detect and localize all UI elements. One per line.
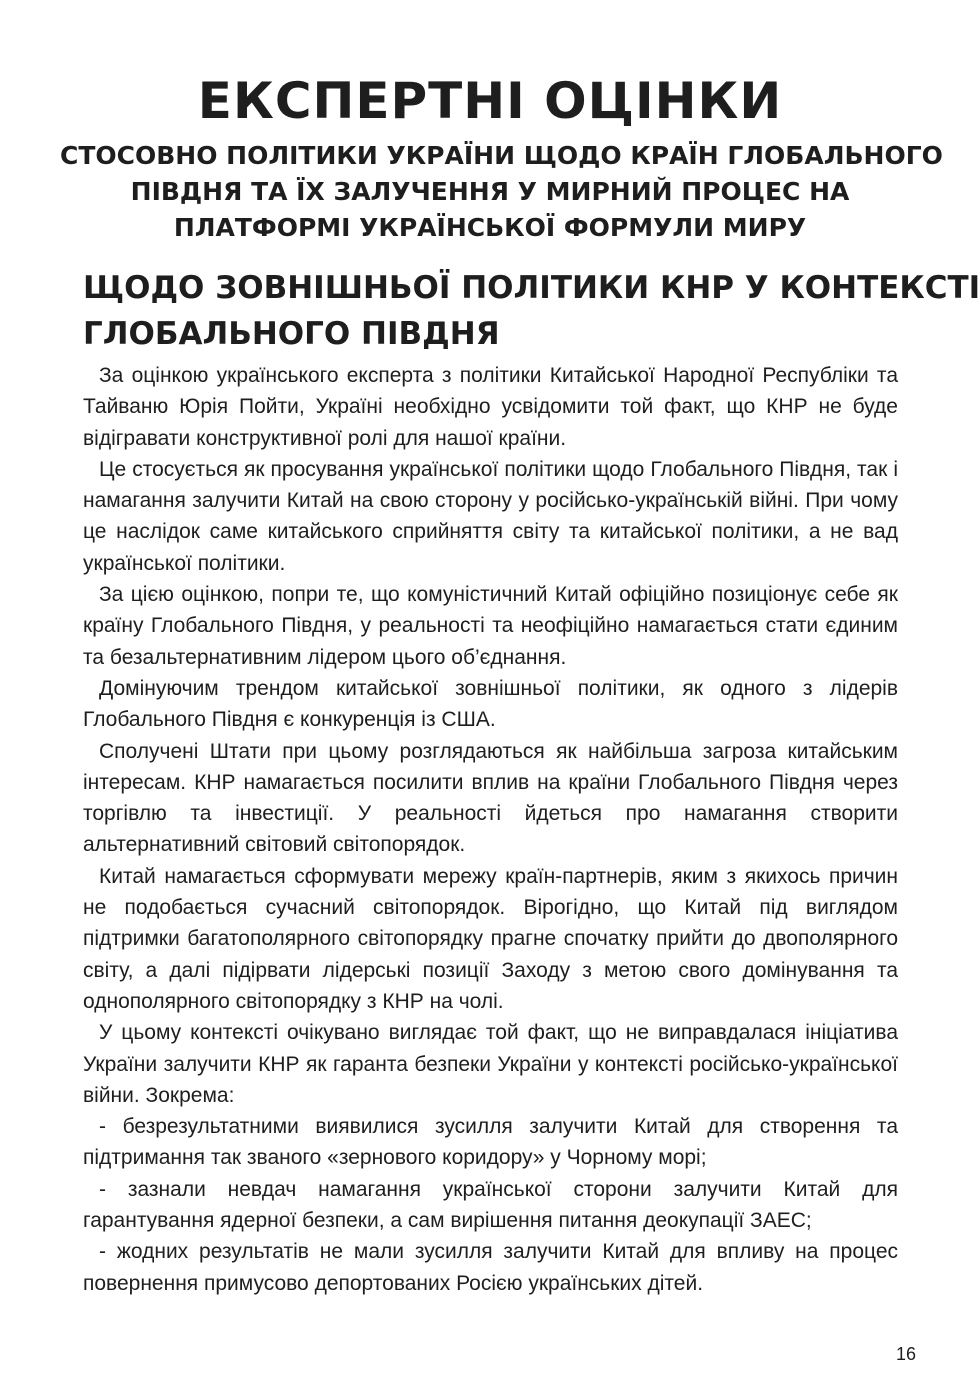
paragraph: Це стосується як просування української політики щодо Глобального Півдня, так і намагання залучити Китай на свою сторону у російсько-українській війні. При чому це наслідок саме китайського сприйняття світу та китайської політики, а не вад української політики.	[83, 457, 898, 575]
subtitle-line: СТОСОВНО ПОЛІТИКИ УКРАЇНИ ЩОДО КРАЇН ГЛОБАЛЬНОГО	[60, 141, 943, 170]
page-title: ЕКСПЕРТНІ ОЦІНКИ	[197, 72, 783, 130]
section-heading-line: ГЛОБАЛЬНОГО ПІВДНЯ	[83, 316, 500, 352]
paragraph: Сполучені Штати при цьому розглядаються як найбільша загроза китайським інтересам. КНР намагається посилити вплив на країни Глобального Півдня через торгівлю та інвестиції. У реальності йдеться про намагання створити альтернативний світовий світопорядок.	[83, 739, 898, 857]
paragraph: У цьому контексті очікувано виглядає той факт, що не виправдалася ініціатива України залучити КНР як гаранта безпеки України у контексті російсько-української війни. Зокрема:	[83, 1021, 898, 1107]
paragraph: Китай намагається сформувати мережу країн-партнерів, яким з якихось причин не подобається сучасний світопорядок. Вірогідно, що Китай під виглядом підтримки багатополярного світопорядку прагне спочатку прийти до двополярного світу, а далі підірвати лідерські позиції Заходу з метою свого домінування та однополярного світопорядку з КНР на чолі.	[83, 864, 898, 1013]
section-heading	[83, 265, 980, 357]
list-item: - безрезультатними виявилися зусилля залучити Китай для створення та підтримання так званого «зернового коридору» у Чорному морі;	[83, 1115, 898, 1170]
body-text	[83, 360, 898, 1299]
subtitle-line: ПЛАТФОРМІ УКРАЇНСЬКОЇ ФОРМУЛИ МИРУ	[173, 213, 807, 242]
list-item: - жодних результатів не мали зусилля залучити Китай для впливу на процес повернення примусово депортованих Росією українських дітей.	[83, 1240, 898, 1295]
paragraph: За цією оцінкою, попри те, що комуністичний Китай офіційно позиціонує себе як країну Глобального Півдня, у реальності та неофіційно намагається стати єдиним та безальтернативним лідером цього об’єднання.	[83, 583, 898, 669]
paragraph: Домінуючим трендом китайської зовнішньої політики, як одного з лідерів Глобального Півдня є конкуренція із США.	[83, 676, 898, 732]
section-heading-line: ЩОДО ЗОВНІШНЬОЇ ПОЛІТИКИ КНР У КОНТЕКСТІ	[83, 270, 980, 306]
page-subtitle	[60, 138, 943, 246]
paragraph: За оцінкою українського експерта з політики Китайської Народної Республіки та Тайваню Юрія Пойти, Україні необхідно усвідомити той факт, що КНР не буде відігравати конструктивної ролі для нашої країни.	[83, 364, 898, 450]
page-number: 16	[895, 1344, 916, 1364]
list-item: - зазнали невдач намагання української сторони залучити Китай для гарантування ядерної безпеки, а сам вирішення питання деокупації ЗАЕС;	[83, 1177, 898, 1233]
subtitle-line: ПІВДНЯ ТА ЇХ ЗАЛУЧЕННЯ У МИРНИЙ ПРОЦЕС НА	[130, 177, 850, 206]
